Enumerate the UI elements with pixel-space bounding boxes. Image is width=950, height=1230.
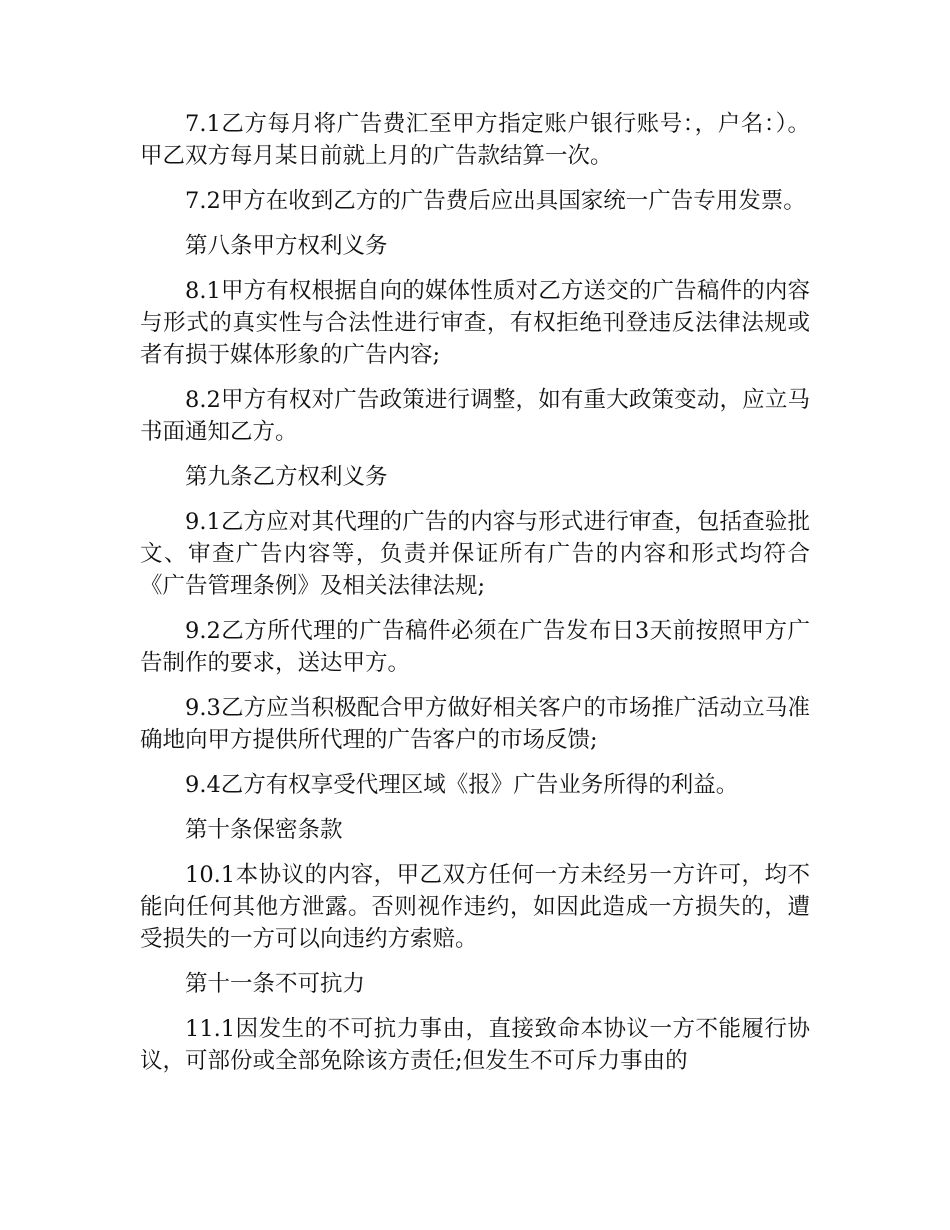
clause-8-1: 8.1甲方有权根据自向的媒体性质对乙方送交的广告稿件的内容与形式的真实性与合法性进行审查，有权拒绝刊登违反法律法规或者有损于媒体形象的广告内容; bbox=[140, 278, 810, 368]
clause-10-1: 10.1本协议的内容，甲乙双方任何一方未经另一方许可，均不能向任何其他方泄露。否则视作违约，如因此造成一方损失的，遭受损失的一方可以向违约方索赔。 bbox=[140, 862, 810, 952]
clause-8-2: 8.2甲方有权对广告政策进行调整，如有重大政策变动，应立马书面通知乙方。 bbox=[140, 387, 810, 445]
article-11-heading: 第十一条不可抗力 bbox=[185, 971, 366, 997]
article-10-heading: 第十条保密条款 bbox=[185, 817, 343, 843]
article-9-heading: 第九条乙方权利义务 bbox=[185, 464, 388, 490]
clause-9-1: 9.1乙方应对其代理的广告的内容与形式进行审查，包括查验批文、审查广告内容等，负责并保证所有广告的内容和形式均符合《广告管理条例》及相关法律法规; bbox=[140, 509, 810, 599]
clause-7-2: 7.2甲方在收到乙方的广告费后应出具国家统一广告专用发票。 bbox=[185, 188, 806, 214]
clause-9-2: 9.2乙方所代理的广告稿件必须在广告发布日3天前按照甲方广告制作的要求，送达甲方。 bbox=[140, 618, 810, 676]
document-body bbox=[140, 108, 810, 1090]
clause-9-3: 9.3乙方应当积极配合甲方做好相关客户的市场推广活动立马准确地向甲方提供所代理的广告客户的市场反馈; bbox=[140, 695, 810, 753]
clause-9-4: 9.4乙方有权享受代理区域《报》广告业务所得的利益。 bbox=[185, 772, 739, 798]
clause-11-1: 11.1因发生的不可抗力事由，直接致命本协议一方不能履行协议，可部份或全部免除该方责任;但发生不可斥力事由的 bbox=[140, 1016, 810, 1074]
article-8-heading: 第八条甲方权利义务 bbox=[185, 233, 388, 259]
clause-7-1: 7.1乙方每月将广告费汇至甲方指定账户银行账号：，户名：）。甲乙双方每月某日前就上月的广告款结算一次。 bbox=[140, 111, 810, 169]
